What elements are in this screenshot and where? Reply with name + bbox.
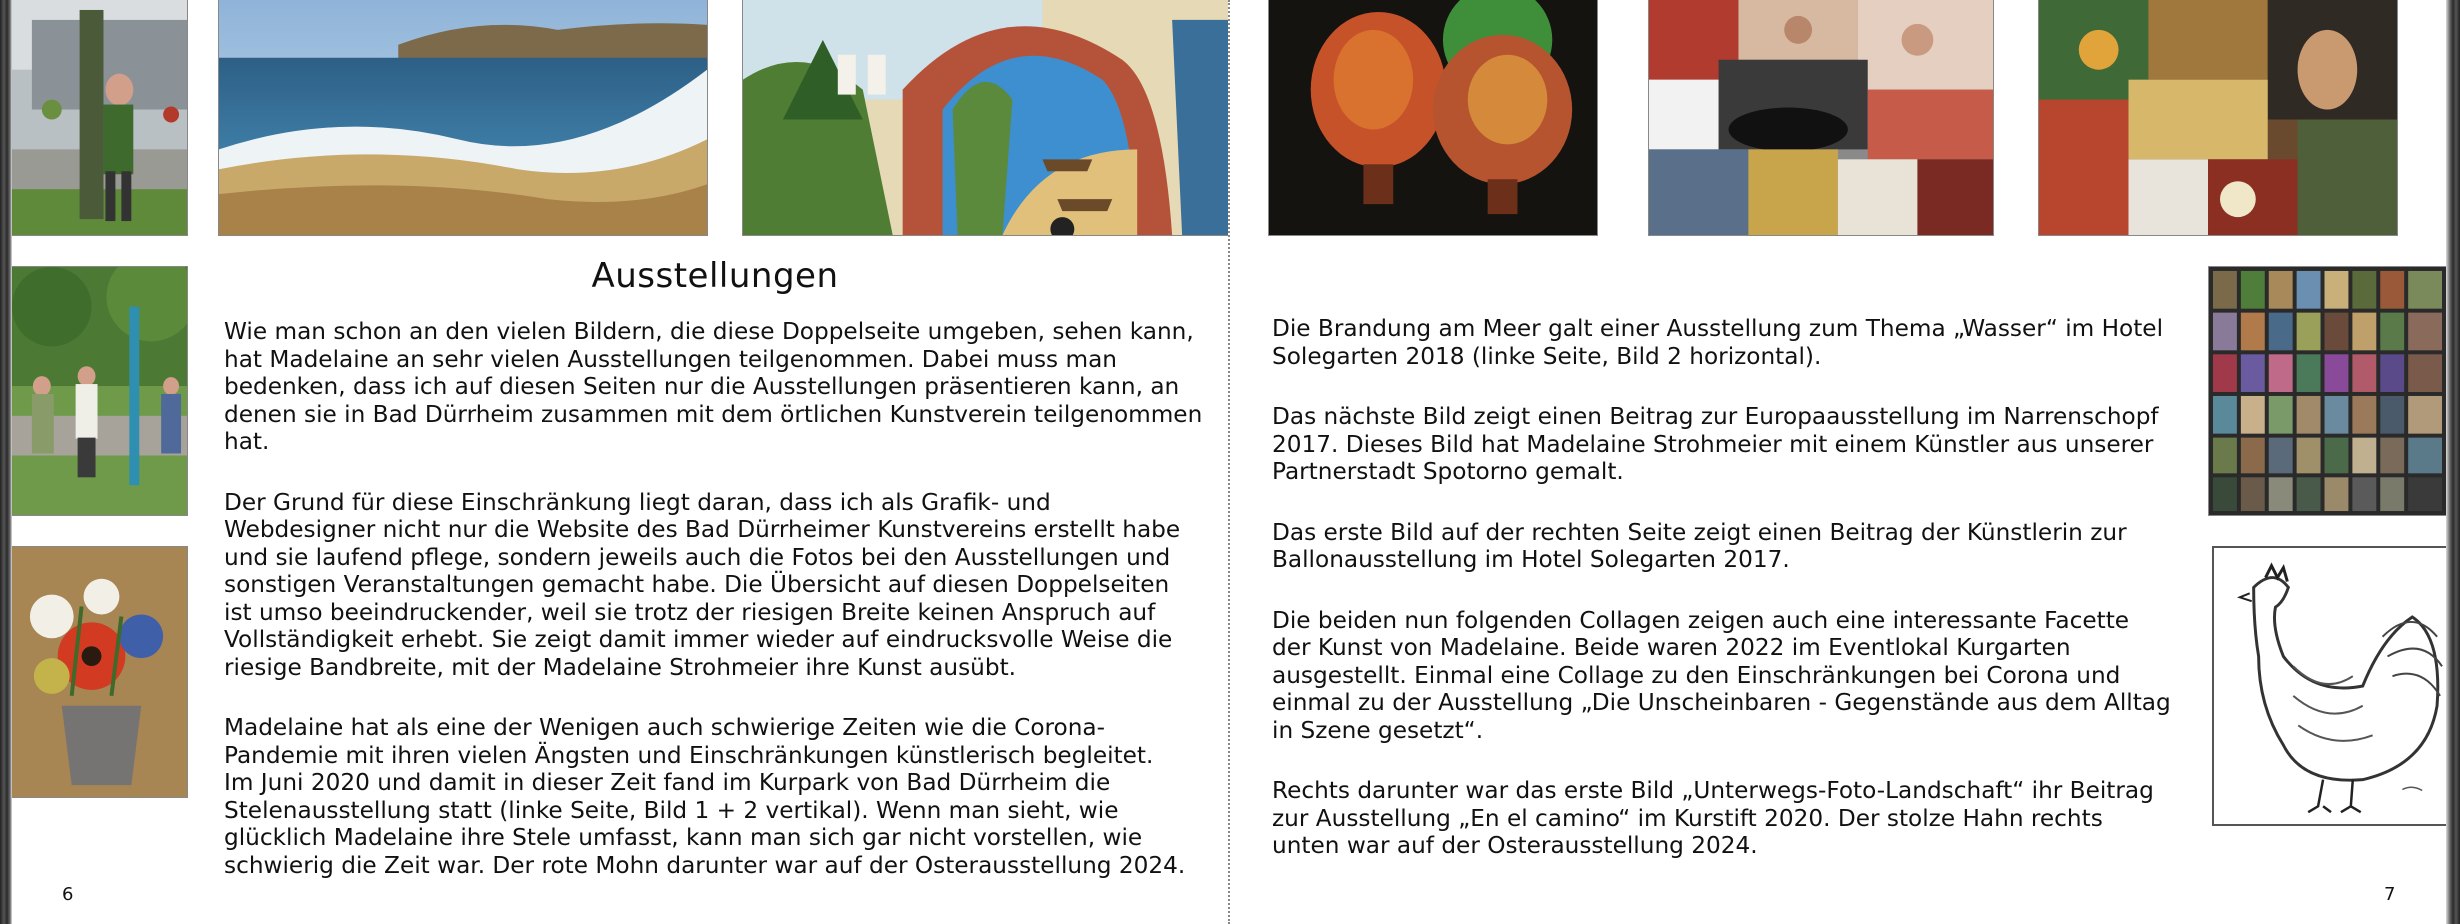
right-paragraph-3: Das erste Bild auf der rechten Seite zeigt einen Beitrag der Künstlerin zur Ballonausstellung im Hotel Solegarten 2017. [1272,518,2127,573]
photo-stele-visitors [12,266,188,516]
left-text-block [224,318,1204,879]
photo-stele-woman [12,0,188,236]
photo-unterwegs-landschaft [2208,266,2446,516]
collage-corona [1648,0,1994,236]
painting-balloons [1268,0,1598,236]
painting-europe-spotorno [742,0,1228,236]
painting-surf-wave [218,0,708,236]
book-edge-left [0,0,12,924]
drawing-rooster [2212,546,2446,826]
book-edge-right [2446,0,2460,924]
page-number-left: 6 [62,884,74,905]
left-paragraph-2: Der Grund für diese Einschränkung liegt daran, dass ich als Grafik- und Webdesigner nicht nur die Website des Bad Dürrheimer Kunstvereins erstellt habe und sie laufend pflege, sondern jeweils auch die Fotos bei den Ausstellungen und sonstigen Veranstaltungen gemacht habe. Die Übersicht auf diesen Doppelseiten ist umso beeindruckender, weil sie trotz der riesigen Breite keinen Anspruch auf Vollständigkeit erhebt. Sie zeigt damit immer wieder auf eindrucksvolle Weise die riesige Bandbreite, mit der Madelaine Strohmeier ihre Kunst ausübt. [224,488,1181,681]
left-paragraph-3a: Madelaine hat als eine der Wenigen auch schwierige Zeiten wie die Corona-Pandemie mit ihren vielen Ängsten und Einschränkungen künstlerisch begleitet. [224,714,1154,769]
right-paragraph-5: Rechts darunter war das erste Bild „Unterwegs-Foto-Landschaft“ ihr Beitrag zur Ausstellung „En el camino“ im Kurstift 2020. Der stolze Hahn rechts unten war auf der Osterausstellung 2024. [1272,777,2154,859]
page-heading: Ausstellungen [591,256,839,296]
right-paragraph-1: Die Brandung am Meer galt einer Ausstellung zum Thema „Wasser“ im Hotel Solegarten 2018 (linke Seite, Bild 2 horizontal). [1272,315,2164,370]
left-paragraph-3b: Im Juni 2020 und damit in dieser Zeit fand im Kurpark von Bad Dürrheim die Stelenausstellung statt (linke Seite, Bild 1 + 2 vertikal). Wenn man sieht, wie glücklich Madelaine ihre Stele umfasst, kann man sich gar nicht vorstellen, wie schwierig die Zeit war. Der rote Mohn darunter war auf der Osterausstellung 2024. [224,769,1186,879]
page-number-right: 7 [2384,884,2396,905]
left-paragraph-1: Wie man schon an den vielen Bildern, die diese Doppelseite umgeben, sehen kann, hat Madelaine an sehr vielen Ausstellungen teilgenommen. Dabei muss man bedenken, dass ich auf diesen Seiten nur die Ausstellungen präsentieren kann, an denen sie in Bad Dürrheim zusammen mit dem örtlichen Kunstverein teilgenommen hat. [224,318,1203,455]
right-text-block [1272,315,2172,860]
right-paragraph-4: Die beiden nun folgenden Collagen zeigen auch eine interessante Facette der Kunst von Madelaine. Beide waren 2022 im Eventlokal Kurgarten ausgestellt. Einmal eine Collage zu den Einschränkungen bei Corona und einmal zu der Ausstellung „Die Unscheinbaren - Gegenstände aus dem Alltag in Szene gesetzt“. [1272,606,2171,744]
page-gutter [1228,0,1230,924]
collage-unscheinbaren [2038,0,2398,236]
right-paragraph-2: Das nächste Bild zeigt einen Beitrag zur Europaausstellung im Narrenschopf 2017. Dieses Bild hat Madelaine Strohmeier mit einem Künstler aus unserer Partnerstadt Spotorno gemalt. [1272,403,2159,485]
painting-red-poppies [12,546,188,798]
